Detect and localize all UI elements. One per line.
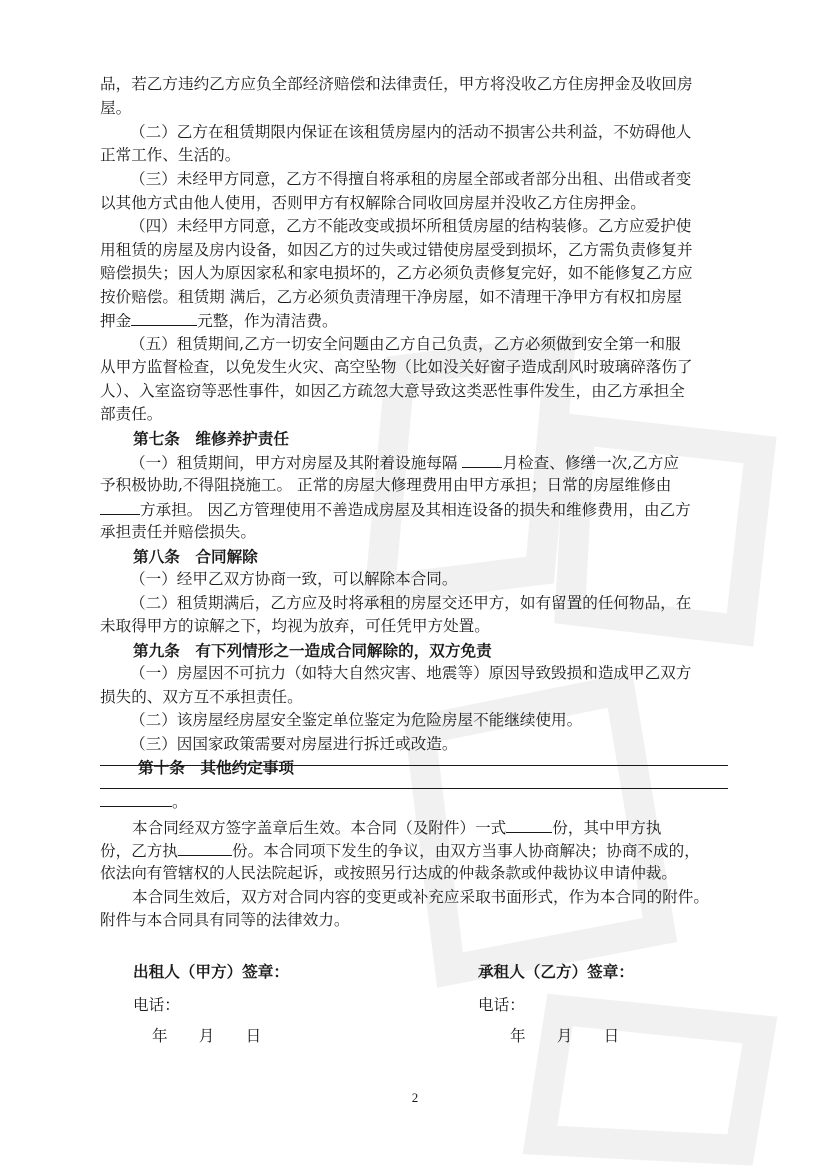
- body-line: 屋。: [100, 99, 132, 117]
- body-line: 正常工作、生活的。: [100, 146, 241, 164]
- clause-7-1-cont: 方承担。 因乙方管理使用不善造成房屋及其相连设备的损失和维修费用，由乙方: [140, 501, 691, 519]
- article-10-heading: 第十条 其他约定事项: [138, 758, 294, 777]
- closing-line-2: [100, 839, 740, 863]
- body-line: 依法向有管辖权的人民法院起诉，或按照另行达成的仲裁条款或仲裁协议申请仲裁。: [100, 864, 677, 882]
- fill-in-rule: [100, 788, 728, 789]
- body-line: 承担责任并赔偿损失。: [100, 523, 256, 541]
- closing-copies-prefix: 本合同经双方签字盖章后生效。本合同（及附件）一式: [132, 819, 507, 837]
- fill-in-short-blank: [100, 790, 172, 807]
- total-copies-blank: [506, 816, 552, 833]
- clause-8-2: （二）租赁期满后，乙方应及时将承租的房屋交还甲方，如有留置的任何物品，在: [130, 594, 692, 612]
- clause-6-3: （三）未经甲方同意，乙方不得擅自将承租的房屋全部或者部分出租、出借或者变: [130, 170, 692, 188]
- lessee-date-label: 年 月 日: [510, 1027, 620, 1045]
- closing-line-1: [132, 816, 740, 840]
- maintenance-party-line: [100, 498, 740, 522]
- lessee-phone-label: 电话：: [478, 996, 525, 1014]
- closing-line-4: 本合同生效后，双方对合同内容的变更或补充应采取书面形式，作为本合同的附件。: [132, 888, 709, 906]
- page-number: 2: [411, 1090, 419, 1105]
- article-8-heading: 第八条 合同解除: [133, 547, 258, 566]
- clause-6-4: （四）未经甲方同意，乙方不能改变或损坏所租赁房屋的结构装修。乙方应爱护使: [130, 217, 692, 235]
- body-line: 品，若乙方违约乙方应负全部经济赔偿和法律责任，甲方将没收乙方住房押金及收回房: [100, 75, 693, 93]
- deposit-prefix: 押金: [100, 312, 132, 330]
- body-line: 从甲方监督检查，以免发生火灾、高空坠物（比如没关好窗子造成刮风时玻璃碎落伤了: [100, 358, 693, 376]
- fill-in-rule: [100, 765, 728, 766]
- body-line: 损失的、双方互不承担责任。: [100, 688, 303, 706]
- clause-7-1-prefix: （一）租赁期间，甲方对房屋及其附着设施每隔: [130, 454, 463, 472]
- closing-copies-suffix: 份，其中甲方执: [552, 819, 662, 837]
- body-line: 以其他方式由他人使用，否则甲方有权解除合同收回房屋并没收乙方住房押金。: [100, 194, 646, 212]
- deposit-line: [100, 309, 740, 333]
- inspection-interval-blank: [462, 451, 502, 468]
- body-line: 附件与本合同具有同等的法律效力。: [100, 911, 350, 929]
- body-line: 用租赁的房屋及房内设备，如因乙方的过失或过错使房屋受到损坏，乙方需负责修复并: [100, 241, 693, 259]
- body-line: 人）、入室盗窃等恶性事件，如因乙方疏忽大意导致这类恶性事件发生，由乙方承担全: [100, 382, 685, 400]
- article-9-heading: 第九条 有下列情形之一造成合同解除的，双方免责: [133, 641, 492, 660]
- body-line: 予积极协助,不得阻挠施工。 正常的房屋大修理费用由甲方承担；日常的房屋维修由: [100, 476, 672, 494]
- clause-6-5: （五）租赁期间,乙方一切安全问题由乙方自己负责，乙方必须做到安全第一和服: [130, 335, 681, 353]
- article-10-end-line: [100, 790, 740, 814]
- clause-9-3: （三）因国家政策需要对房屋进行拆迁或改造。: [130, 735, 458, 753]
- clause-9-2: （二）该房屋经房屋安全鉴定单位鉴定为危险房屋不能继续使用。: [130, 711, 583, 729]
- deposit-suffix: 元整，作为清洁费。: [197, 312, 338, 330]
- lessee-signature-label: 承租人（乙方）签章：: [478, 962, 634, 981]
- clause-7-1-suffix: 月检查、修缮一次,乙方应: [502, 454, 679, 472]
- lessee-copies-blank: [178, 839, 232, 856]
- article-7-heading: 第七条 维修养护责任: [133, 429, 289, 448]
- closing-copies-b-prefix: 份，乙方执: [100, 842, 178, 860]
- end-mark: 。: [172, 793, 188, 811]
- body-line: 赔偿损失；因人为原因家私和家电损坏的，乙方必须负责修复完好，如不能修复乙方应: [100, 264, 693, 282]
- lessor-phone-label: 电话：: [133, 996, 180, 1014]
- body-line: 未取得甲方的谅解之下，均视为放弃，可任凭甲方处置。: [100, 617, 490, 635]
- clause-6-2: （二）乙方在租赁期限内保证在该租赁房屋内的活动不损害公共利益，不妨碍他人: [130, 123, 692, 141]
- clause-9-1: （一）房屋因不可抗力（如特大自然灾害、地震等）原因导致毁损和造成甲乙双方: [130, 664, 692, 682]
- lessor-date-label: 年 月 日: [152, 1027, 262, 1045]
- body-line: 按价赔偿。租赁期 满后，乙方必须负责清理干净房屋，如不清理干净甲方有权扣房屋: [100, 288, 682, 306]
- closing-copies-b-suffix: 份。本合同项下发生的争议，由双方当事人协商解决；协商不成的，: [231, 842, 700, 860]
- clause-7-1: [130, 451, 740, 475]
- body-line: 部责任。: [100, 405, 163, 423]
- clause-8-1: （一）经甲乙双方协商一致，可以解除本合同。: [130, 570, 458, 588]
- lessor-signature-label: 出租人（甲方）签章：: [133, 962, 289, 981]
- deposit-amount-blank: [131, 309, 197, 326]
- maintenance-party-blank: [100, 498, 140, 515]
